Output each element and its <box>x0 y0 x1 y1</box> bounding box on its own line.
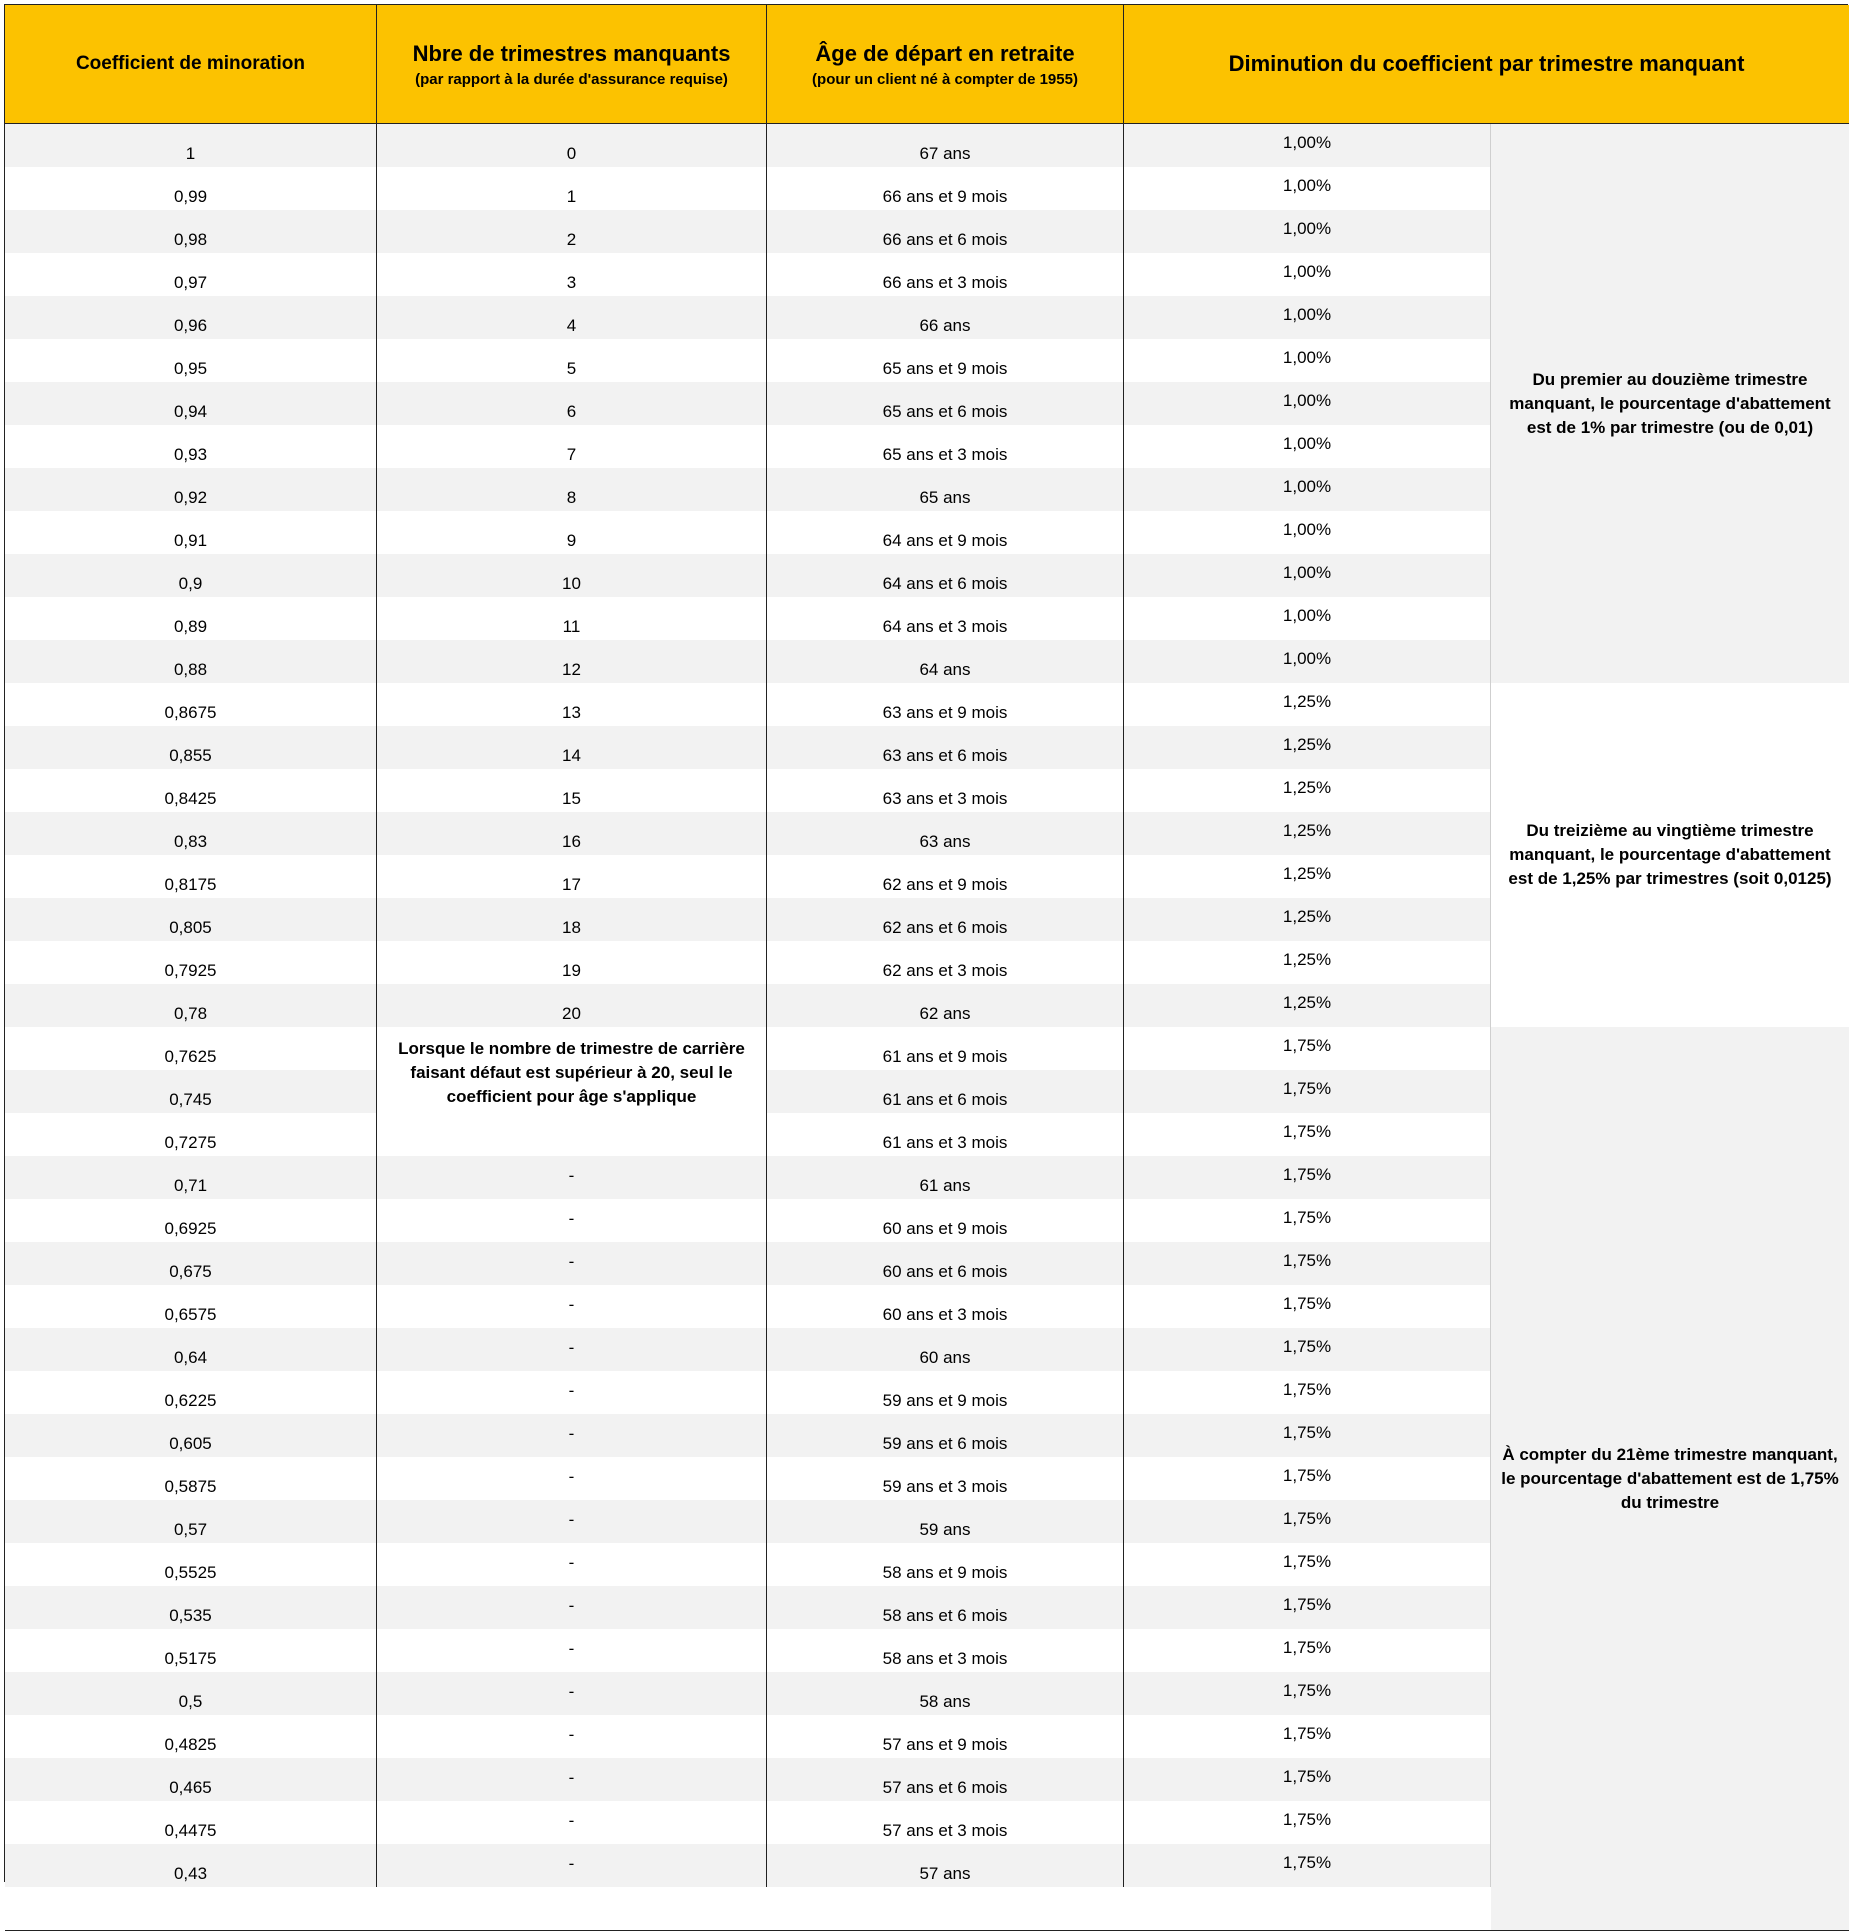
age-cell[interactable]: 65 ans et 3 mois <box>767 425 1124 468</box>
pct-cell[interactable]: 1,00% <box>1124 425 1491 468</box>
age-cell[interactable]: 62 ans et 6 mois <box>767 898 1124 941</box>
coef-cell[interactable]: 0,805 <box>5 898 377 941</box>
age-cell[interactable]: 64 ans et 3 mois <box>767 597 1124 640</box>
age-cell[interactable]: 66 ans et 6 mois <box>767 210 1124 253</box>
coef-cell[interactable]: 0,78 <box>5 984 377 1027</box>
trimestres-cell[interactable]: - <box>377 1457 767 1500</box>
note-group-3[interactable]: À compter du 21ème trimestre manquant, le pourcentage d'abattement est de 1,75% du trimestre <box>1491 1027 1849 1930</box>
pct-cell[interactable]: 1,00% <box>1124 124 1491 167</box>
coef-cell[interactable]: 0,88 <box>5 640 377 683</box>
trimestres-cell[interactable]: - <box>377 1586 767 1629</box>
pct-cell[interactable]: 1,25% <box>1124 941 1491 984</box>
age-cell[interactable]: 60 ans <box>767 1328 1124 1371</box>
pct-cell[interactable]: 1,00% <box>1124 511 1491 554</box>
trimestres-cell[interactable]: - <box>377 1801 767 1844</box>
age-cell[interactable]: 58 ans et 6 mois <box>767 1586 1124 1629</box>
pct-cell[interactable]: 1,00% <box>1124 597 1491 640</box>
coef-cell[interactable]: 0,5 <box>5 1672 377 1715</box>
age-cell[interactable]: 65 ans <box>767 468 1124 511</box>
pct-cell[interactable]: 1,75% <box>1124 1457 1491 1500</box>
coef-cell[interactable]: 0,4825 <box>5 1715 377 1758</box>
pct-cell[interactable]: 1,75% <box>1124 1844 1491 1887</box>
note-group-2[interactable]: Du treizième au vingtième trimestre manquant, le pourcentage d'abattement est de 1,25% par trimestres (soit 0,0125) <box>1491 683 1849 1027</box>
age-cell[interactable]: 61 ans et 9 mois <box>767 1027 1124 1070</box>
pct-cell[interactable]: 1,75% <box>1124 1672 1491 1715</box>
age-cell[interactable]: 64 ans et 6 mois <box>767 554 1124 597</box>
trimestres-cell[interactable]: 6 <box>377 382 767 425</box>
age-cell[interactable]: 65 ans et 9 mois <box>767 339 1124 382</box>
coef-cell[interactable]: 0,8425 <box>5 769 377 812</box>
coef-cell[interactable]: 0,7275 <box>5 1113 377 1156</box>
pct-cell[interactable]: 1,75% <box>1124 1586 1491 1629</box>
pct-cell[interactable]: 1,00% <box>1124 296 1491 339</box>
trimestres-cell[interactable]: 11 <box>377 597 767 640</box>
coef-cell[interactable]: 0,97 <box>5 253 377 296</box>
coef-cell[interactable]: 0,855 <box>5 726 377 769</box>
trimestres-cell[interactable]: 16 <box>377 812 767 855</box>
coef-cell[interactable]: 0,83 <box>5 812 377 855</box>
age-cell[interactable]: 66 ans <box>767 296 1124 339</box>
pct-cell[interactable]: 1,75% <box>1124 1199 1491 1242</box>
coef-cell[interactable]: 0,71 <box>5 1156 377 1199</box>
age-cell[interactable]: 62 ans et 9 mois <box>767 855 1124 898</box>
trimestres-cell[interactable]: - <box>377 1414 767 1457</box>
coef-cell[interactable]: 0,6925 <box>5 1199 377 1242</box>
coef-cell[interactable]: 0,745 <box>5 1070 377 1113</box>
pct-cell[interactable]: 1,00% <box>1124 167 1491 210</box>
trimestres-cell[interactable]: 10 <box>377 554 767 597</box>
age-cell[interactable]: 63 ans et 3 mois <box>767 769 1124 812</box>
trimestres-cell[interactable]: 19 <box>377 941 767 984</box>
pct-cell[interactable]: 1,75% <box>1124 1543 1491 1586</box>
coef-cell[interactable]: 0,96 <box>5 296 377 339</box>
age-cell[interactable]: 62 ans et 3 mois <box>767 941 1124 984</box>
age-cell[interactable]: 66 ans et 3 mois <box>767 253 1124 296</box>
coef-cell[interactable]: 0,605 <box>5 1414 377 1457</box>
header-coefficient-label: Coefficient de minoration <box>75 53 306 74</box>
pct-cell[interactable]: 1,25% <box>1124 683 1491 726</box>
pct-cell[interactable]: 1,75% <box>1124 1285 1491 1328</box>
coef-cell[interactable]: 1 <box>5 124 377 167</box>
header-age[interactable] <box>767 5 1124 124</box>
coef-cell[interactable]: 0,89 <box>5 597 377 640</box>
age-cell[interactable]: 63 ans <box>767 812 1124 855</box>
coef-cell[interactable]: 0,5175 <box>5 1629 377 1672</box>
coef-cell[interactable]: 0,6225 <box>5 1371 377 1414</box>
trimestres-cell[interactable]: 12 <box>377 640 767 683</box>
coef-cell[interactable]: 0,92 <box>5 468 377 511</box>
pct-cell[interactable]: 1,00% <box>1124 468 1491 511</box>
pct-cell[interactable]: 1,75% <box>1124 1242 1491 1285</box>
header-coefficient[interactable] <box>5 5 377 124</box>
pct-cell[interactable]: 1,00% <box>1124 382 1491 425</box>
age-cell[interactable]: 64 ans <box>767 640 1124 683</box>
age-cell[interactable]: 59 ans et 3 mois <box>767 1457 1124 1500</box>
trimestres-cell[interactable]: - <box>377 1629 767 1672</box>
trimestres-cell[interactable]: 7 <box>377 425 767 468</box>
age-cell[interactable]: 63 ans et 9 mois <box>767 683 1124 726</box>
pct-cell[interactable]: 1,75% <box>1124 1371 1491 1414</box>
coef-cell[interactable]: 0,43 <box>5 1844 377 1887</box>
trimestres-cell[interactable]: - <box>377 1199 767 1242</box>
pct-cell[interactable]: 1,75% <box>1124 1113 1491 1156</box>
trimestres-cell[interactable]: 1 <box>377 167 767 210</box>
trimestres-cell[interactable]: 18 <box>377 898 767 941</box>
age-cell[interactable]: 59 ans et 9 mois <box>767 1371 1124 1414</box>
pct-cell[interactable]: 1,75% <box>1124 1156 1491 1199</box>
pct-cell[interactable]: 1,75% <box>1124 1715 1491 1758</box>
trimestres-cell[interactable]: - <box>377 1758 767 1801</box>
age-cell[interactable]: 57 ans et 6 mois <box>767 1758 1124 1801</box>
age-cell[interactable]: 57 ans et 9 mois <box>767 1715 1124 1758</box>
trimestres-cell[interactable]: - <box>377 1371 767 1414</box>
trimestres-cell[interactable]: 0 <box>377 124 767 167</box>
pct-cell[interactable]: 1,75% <box>1124 1070 1491 1113</box>
header-trimestres-sublabel: (par rapport à la durée d'assurance requise) <box>415 70 728 88</box>
trimestres-cell[interactable]: - <box>377 1242 767 1285</box>
trimestres-cell[interactable]: 15 <box>377 769 767 812</box>
pct-cell[interactable]: 1,25% <box>1124 769 1491 812</box>
coef-cell[interactable]: 0,535 <box>5 1586 377 1629</box>
coef-cell[interactable]: 0,6575 <box>5 1285 377 1328</box>
pct-cell[interactable]: 1,75% <box>1124 1414 1491 1457</box>
pct-cell[interactable]: 1,75% <box>1124 1629 1491 1672</box>
pct-cell[interactable]: 1,75% <box>1124 1328 1491 1371</box>
age-cell[interactable]: 63 ans et 6 mois <box>767 726 1124 769</box>
pct-cell[interactable]: 1,25% <box>1124 855 1491 898</box>
header-diminution-label: Diminution du coefficient par trimestre manquant <box>1228 51 1745 76</box>
header-trimestres-label: Nbre de trimestres manquants <box>412 40 731 66</box>
age-cell[interactable]: 57 ans <box>767 1844 1124 1887</box>
age-cell[interactable]: 60 ans et 9 mois <box>767 1199 1124 1242</box>
coefficient-table <box>4 4 1848 1882</box>
trimestres-cell[interactable]: - <box>377 1844 767 1887</box>
trimestres-cell[interactable]: 17 <box>377 855 767 898</box>
note-group-1[interactable]: Du premier au douzième trimestre manquant, le pourcentage d'abattement est de 1% par trimestre (ou de 0,01) <box>1491 124 1849 683</box>
age-cell[interactable]: 65 ans et 6 mois <box>767 382 1124 425</box>
trimestres-cell[interactable]: - <box>377 1715 767 1758</box>
pct-cell[interactable]: 1,00% <box>1124 253 1491 296</box>
pct-cell[interactable]: 1,25% <box>1124 812 1491 855</box>
age-cell[interactable]: 61 ans et 6 mois <box>767 1070 1124 1113</box>
pct-cell[interactable]: 1,00% <box>1124 554 1491 597</box>
pct-cell[interactable]: 1,75% <box>1124 1758 1491 1801</box>
trimestres-cell[interactable]: 14 <box>377 726 767 769</box>
trimestres-cell[interactable]: 13 <box>377 683 767 726</box>
pct-cell[interactable]: 1,75% <box>1124 1801 1491 1844</box>
pct-cell[interactable]: 1,75% <box>1124 1500 1491 1543</box>
pct-cell[interactable]: 1,75% <box>1124 1027 1491 1070</box>
trimestres-cell[interactable]: 20 <box>377 984 767 1027</box>
age-cell[interactable]: 58 ans et 9 mois <box>767 1543 1124 1586</box>
pct-cell[interactable]: 1,25% <box>1124 726 1491 769</box>
trimestres-cell[interactable]: 9 <box>377 511 767 554</box>
coef-cell[interactable]: 0,8675 <box>5 683 377 726</box>
coef-cell[interactable]: 0,64 <box>5 1328 377 1371</box>
coef-cell[interactable]: 0,8175 <box>5 855 377 898</box>
merged-note-trimestres[interactable]: Lorsque le nombre de trimestre de carrière faisant défaut est supérieur à 20, seul le coefficient pour âge s'applique <box>377 1027 767 1156</box>
pct-cell[interactable]: 1,00% <box>1124 210 1491 253</box>
coef-cell[interactable]: 0,95 <box>5 339 377 382</box>
coef-cell[interactable]: 0,98 <box>5 210 377 253</box>
pct-cell[interactable]: 1,25% <box>1124 984 1491 1027</box>
coef-cell[interactable]: 0,7625 <box>5 1027 377 1070</box>
coef-cell[interactable]: 0,7925 <box>5 941 377 984</box>
age-cell[interactable]: 61 ans et 3 mois <box>767 1113 1124 1156</box>
pct-cell[interactable]: 1,00% <box>1124 640 1491 683</box>
trimestres-cell[interactable]: 5 <box>377 339 767 382</box>
coef-cell[interactable]: 0,9 <box>5 554 377 597</box>
age-cell[interactable]: 66 ans et 9 mois <box>767 167 1124 210</box>
header-age-label: Âge de départ en retraite <box>815 40 1075 66</box>
age-cell[interactable]: 60 ans et 3 mois <box>767 1285 1124 1328</box>
header-trimestres[interactable] <box>377 5 767 124</box>
age-cell[interactable]: 59 ans <box>767 1500 1124 1543</box>
trimestres-cell[interactable]: 3 <box>377 253 767 296</box>
header-diminution[interactable] <box>1124 5 1849 124</box>
trimestres-cell[interactable]: - <box>377 1672 767 1715</box>
age-cell[interactable]: 57 ans et 3 mois <box>767 1801 1124 1844</box>
age-cell[interactable]: 62 ans <box>767 984 1124 1027</box>
age-cell[interactable]: 58 ans et 3 mois <box>767 1629 1124 1672</box>
trimestres-cell[interactable]: - <box>377 1543 767 1586</box>
pct-cell[interactable]: 1,25% <box>1124 898 1491 941</box>
trimestres-cell[interactable]: - <box>377 1500 767 1543</box>
age-cell[interactable]: 59 ans et 6 mois <box>767 1414 1124 1457</box>
coef-cell[interactable]: 0,57 <box>5 1500 377 1543</box>
coef-cell[interactable]: 0,4475 <box>5 1801 377 1844</box>
coef-cell[interactable]: 0,91 <box>5 511 377 554</box>
trimestres-cell[interactable]: 2 <box>377 210 767 253</box>
trimestres-cell[interactable]: 8 <box>377 468 767 511</box>
coef-cell[interactable]: 0,99 <box>5 167 377 210</box>
header-age-sublabel: (pour un client né à compter de 1955) <box>812 70 1078 88</box>
coef-cell[interactable]: 0,93 <box>5 425 377 468</box>
coef-cell[interactable]: 0,465 <box>5 1758 377 1801</box>
coef-cell[interactable]: 0,94 <box>5 382 377 425</box>
trimestres-cell[interactable]: - <box>377 1156 767 1199</box>
age-cell[interactable]: 60 ans et 6 mois <box>767 1242 1124 1285</box>
coef-cell[interactable]: 0,5875 <box>5 1457 377 1500</box>
age-cell[interactable]: 64 ans et 9 mois <box>767 511 1124 554</box>
age-cell[interactable]: 61 ans <box>767 1156 1124 1199</box>
coef-cell[interactable]: 0,675 <box>5 1242 377 1285</box>
trimestres-cell[interactable]: - <box>377 1285 767 1328</box>
age-cell[interactable]: 67 ans <box>767 124 1124 167</box>
pct-cell[interactable]: 1,00% <box>1124 339 1491 382</box>
coef-cell[interactable]: 0,5525 <box>5 1543 377 1586</box>
trimestres-cell[interactable]: 4 <box>377 296 767 339</box>
trimestres-cell[interactable]: - <box>377 1328 767 1371</box>
age-cell[interactable]: 58 ans <box>767 1672 1124 1715</box>
